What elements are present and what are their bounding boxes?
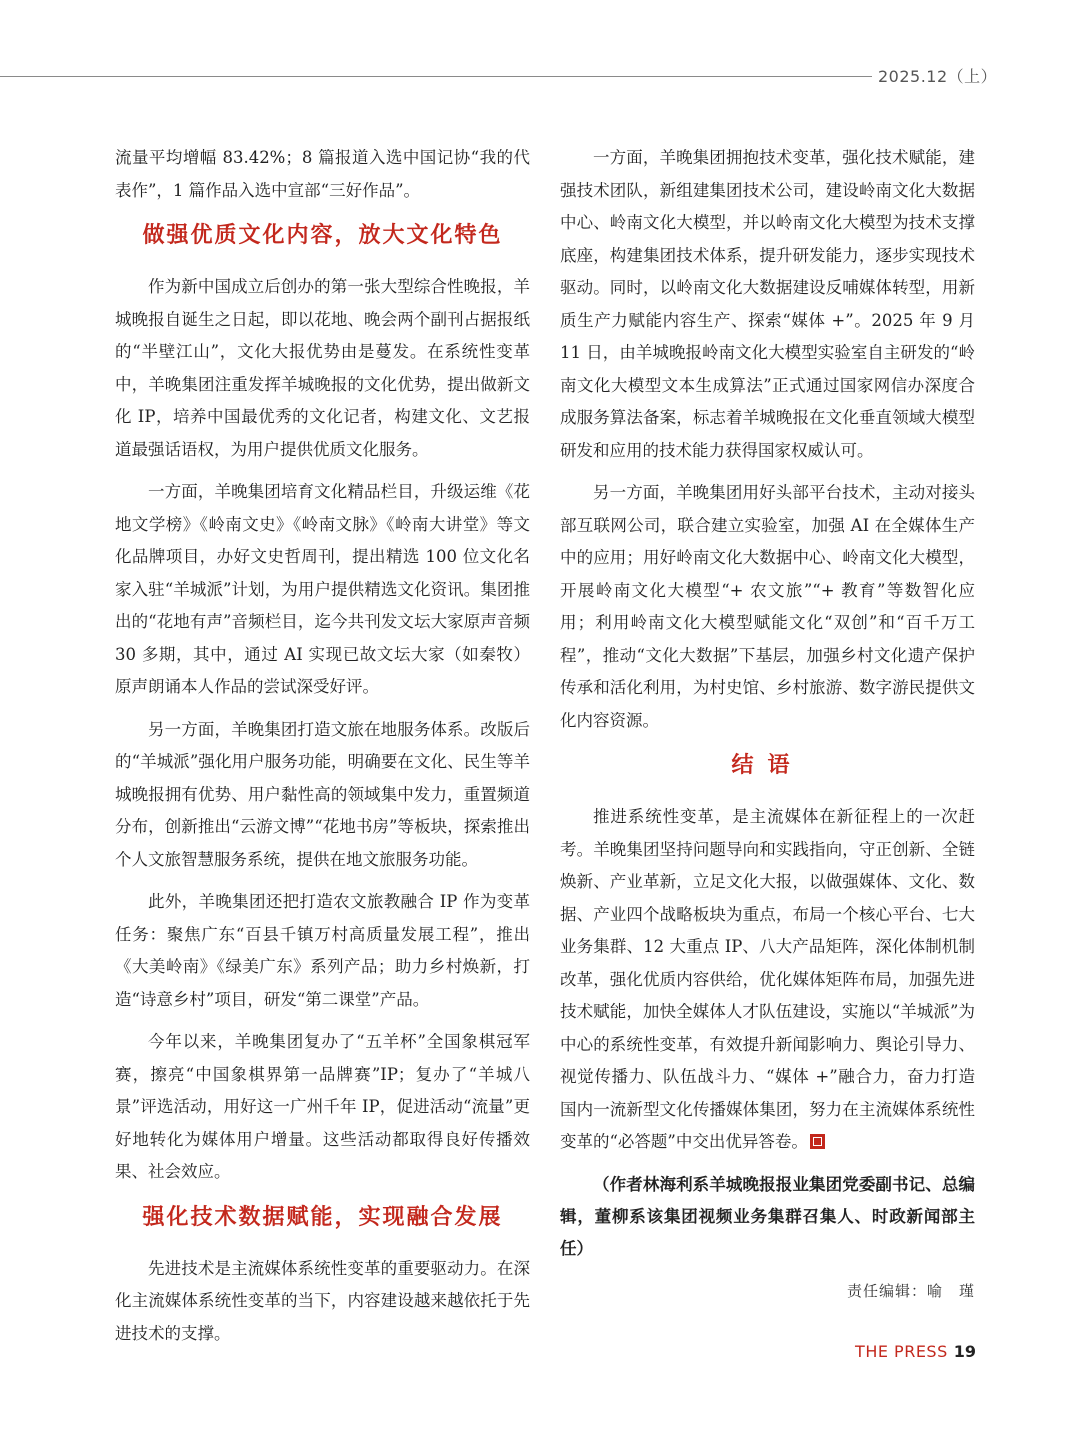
- paragraph: 作为新中国成立后创办的第一张大型综合性晚报，羊城晚报自诞生之日起，即以花地、晚会两个副刊占据报纸的“半壁江山”，文化大报优势由是蔓发。在系统性变革中，羊晚集团注重发挥羊城晚报的文化优势，提出做新文化 IP，培养中国最优秀的文化记者，构建文化、文艺报道最强话语权，为用户提供优质文化服务。: [115, 277, 530, 459]
- paragraph: 今年以来，羊晚集团复办了“五羊杯”全国象棋冠军赛，擦亮“中国象棋界第一品牌赛”IP；复办了“羊城八景”评选活动，用好这一广州千年 IP，促进活动“流量”更好地转化为媒体用户增量。这些活动都取得良好传播效果、社会效应。: [115, 1032, 530, 1181]
- responsible-editor: 责任编辑：喻 瑾: [846, 1281, 975, 1300]
- page-number: 19: [953, 1342, 976, 1361]
- paragraph: 一方面，羊晚集团拥抱技术变革，强化技术赋能，建强技术团队，新组建集团技术公司，建设岭南文化大数据中心、岭南文化大模型，并以岭南文化大模型为技术支撑底座，构建集团技术体系，提升研发能力，逐步实现技术驱动。同时，以岭南文化大数据建设反哺媒体转型，用新质生产力赋能内容生产、探索“媒体 +”。2025 年 9 月 11 日，由羊城晚报岭南文化大模型实验室自主研发的“岭南文化大模型文本生成算法”正式通过国家网信办深度合成服务算法备案，标志着羊城晚报在文化垂直领域大模型研发和应用的技术能力获得国家权威认可。: [560, 148, 975, 460]
- paragraph: 一方面，羊晚集团培育文化精品栏目，升级运维《花地文学榜》《岭南文史》《岭南文脉》《岭南大讲堂》等文化品牌项目，办好文史哲周刊，提出精选 100 位文化名家入驻“羊城派”计划，为用户提供精选文化资讯。集团推出的“花地有声”音频栏目，迄今共刊发文坛大家原声音频 30 多期，其中，通过 AI 实现已故文坛大家（如秦牧）原声朗诵本人作品的尝试深受好评。: [115, 482, 530, 696]
- header-rule: [0, 76, 872, 77]
- section-heading-culture: 做强优质文化内容，放大文化特色: [142, 222, 503, 248]
- issue-date: 2025.12（上）: [878, 67, 998, 86]
- paragraph: 另一方面，羊晚集团用好头部平台技术，主动对接头部互联网公司，联合建立实验室，加强 AI 在全媒体生产中的应用；用好岭南文化大数据中心、岭南文化大模型，开展岭南文化大模型“+ 农文旅”“+ 教育”等数智化应用；利用岭南文化大模型赋能文化“双创”和“百千万工程”，推动“文化大数据”下基层，加强乡村文化遗产保护传承和活化利用，为村史馆、乡村旅游、数字游民提供文化内容资源。: [560, 483, 975, 730]
- left-column: [115, 142, 530, 1360]
- conclusion-text: 推进系统性变革，是主流媒体在新征程上的一次赶考。羊晚集团坚持问题导向和实践指向，守正创新、全链焕新、产业革新，立足文化大报，以做强媒体、文化、数据、产业四个战略板块为重点，布局一个核心平台、七大业务集群、12 大重点 IP、八大产品矩阵，深化体制机制改革，强化优质内容供给，优化媒体矩阵布局，加强先进技术赋能，加快全媒体人才队伍建设，实施以“羊城派”为中心的系统性变革，有效提升新闻影响力、舆论引导力、视觉传播力、队伍战斗力、“媒体 +”融合力，奋力打造国内一流新型文化传播媒体集团，努力在主流媒体系统性变革的“必答题”中交出优异答卷。: [560, 807, 975, 1151]
- section-heading-conclusion: 结语: [731, 752, 804, 778]
- magazine-name: THE PRESS: [855, 1342, 948, 1361]
- paragraph: 流量平均增幅 83.42%；8 篇报道入选中国记协“我的代表作”，1 篇作品入选中宣部“三好作品”。: [115, 148, 530, 200]
- paragraph: 另一方面，羊晚集团打造文旅在地服务体系。改版后的“羊城派”强化用户服务功能，明确要在文化、民生等羊城晚报拥有优势、用户黏性高的领域集中发力，重置频道分布，创新推出“云游文博”“花地书房”等板块，探索推出个人文旅智慧服务系统，提供在地文旅服务功能。: [115, 719, 530, 869]
- author-note: （作者林海利系羊城晚报报业集团党委副书记、总编辑，董柳系该集团视频业务集群召集人、时政新闻部主任）: [560, 1174, 975, 1258]
- paragraph: 先进技术是主流媒体系统性变革的重要驱动力。在深化主流媒体系统性变革的当下，内容建设越来越依托于先进技术的支撑。: [115, 1258, 530, 1343]
- section-heading-technology: 强化技术数据赋能，实现融合发展: [142, 1203, 503, 1230]
- right-column: [560, 142, 975, 1307]
- page-footer: [855, 1342, 976, 1361]
- conclusion-paragraph: [560, 801, 975, 1159]
- paragraph: 此外，羊晚集团还把打造农文旅教融合 IP 作为变革任务：聚焦广东“百县千镇万村高质量发展工程”，推出《大美岭南》《绿美广东》系列产品；助力乡村焕新，打造“诗意乡村”项目，研发“第二课堂”产品。: [115, 892, 530, 1009]
- end-mark-icon: [810, 1134, 825, 1149]
